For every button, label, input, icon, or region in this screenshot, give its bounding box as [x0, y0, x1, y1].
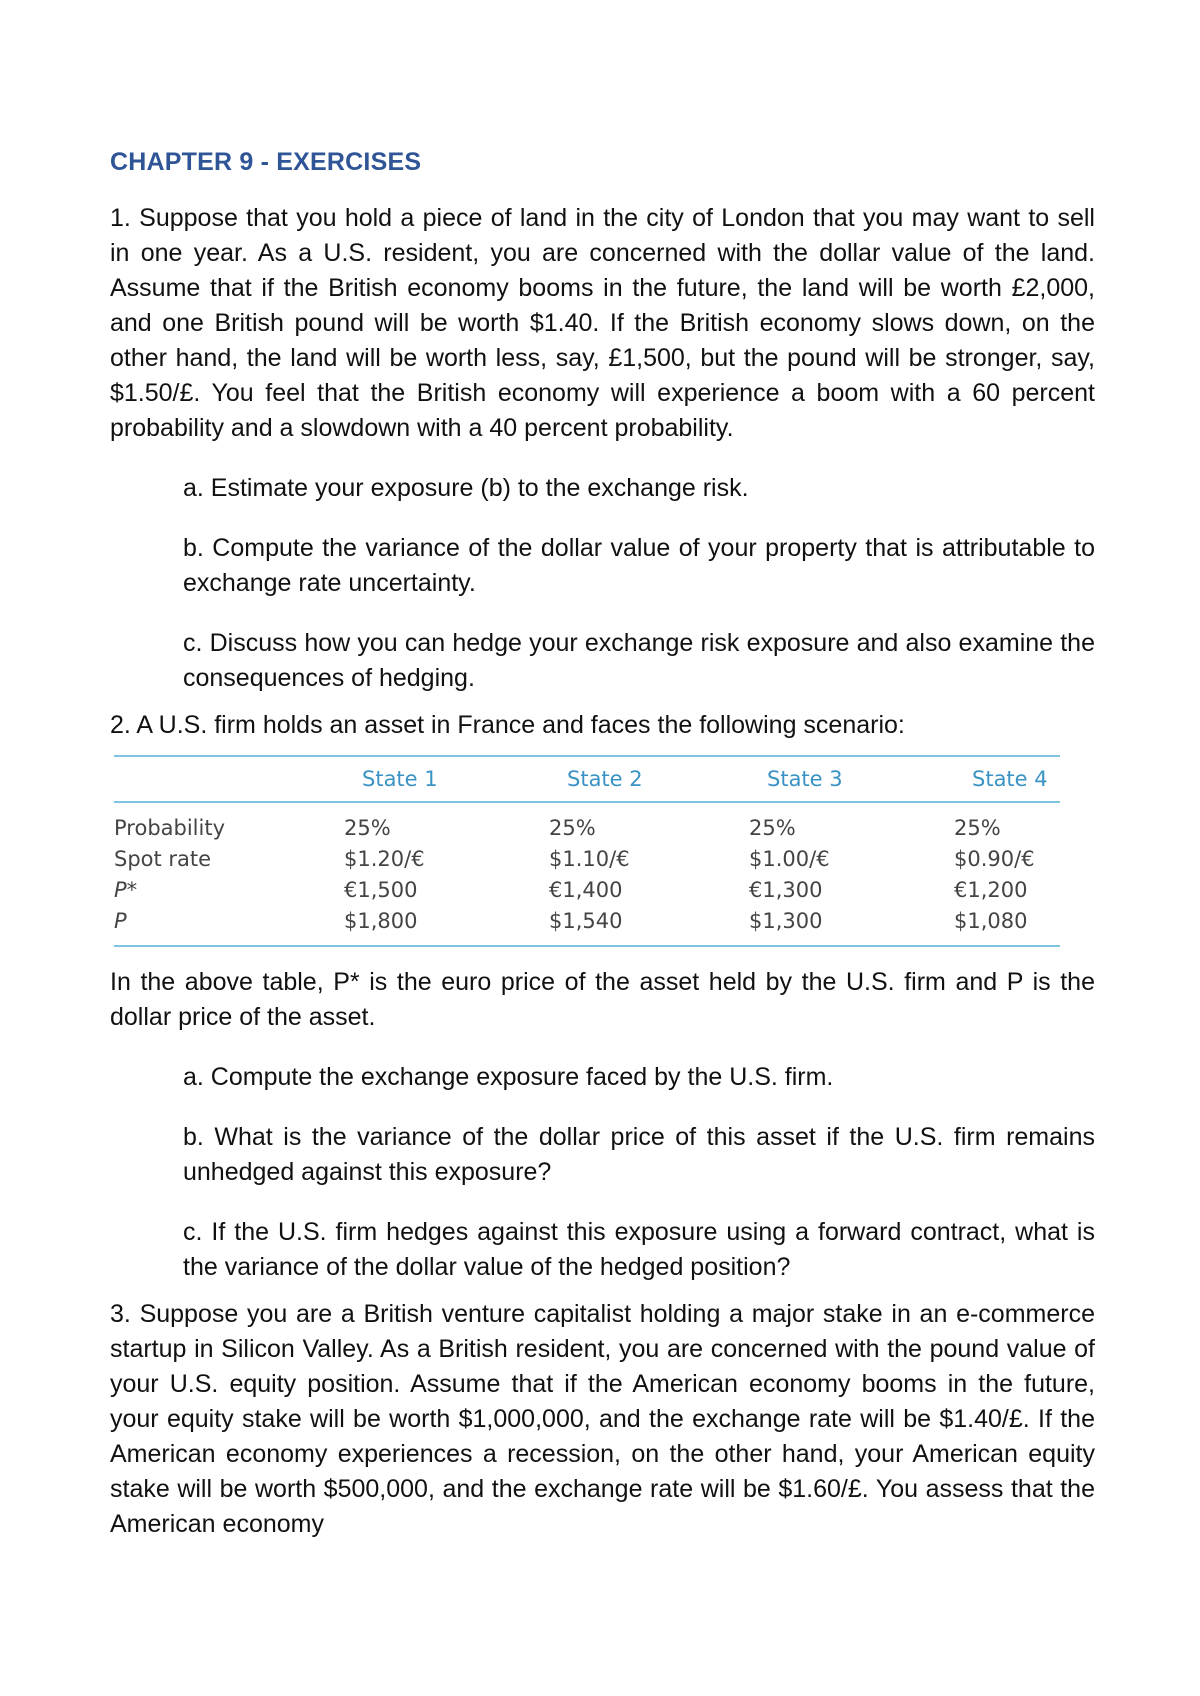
table-row-p-star [114, 875, 1060, 906]
question-2: 2. A U.S. firm holds an asset in France and faces the following scenario: [110, 711, 905, 739]
question-2a: a. Compute the exchange exposure faced by the U.S. firm. [183, 1063, 834, 1091]
table-cell: $1,300 [749, 909, 823, 933]
table-cell: €1,200 [954, 878, 1028, 902]
scenario-table [114, 755, 1060, 947]
table-cell: €1,400 [549, 878, 623, 902]
table-cell: $1,080 [954, 909, 1028, 933]
row-label: P [114, 909, 127, 933]
table-cell: 25% [954, 816, 1001, 840]
table-cell: 25% [549, 816, 596, 840]
question-2-note: In the above table, P* is the euro price of the asset held by the U.S. firm and P is the dollar price of the asset. [110, 968, 1095, 1031]
table-cell: $1,800 [344, 909, 418, 933]
question-2c: c. If the U.S. firm hedges against this exposure using a forward contract, what is the variance of the dollar value of the hedged position? [183, 1218, 1095, 1281]
table-cell: $1.10/€ [549, 847, 630, 871]
header-cell-empty [114, 767, 344, 791]
table-cell: 25% [749, 816, 796, 840]
table-row-probability [114, 813, 1060, 844]
row-label: Spot rate [114, 847, 212, 871]
header-cell-state-2: State 2 [567, 767, 643, 791]
table-bottom-rule [114, 945, 1060, 947]
question-3: 3. Suppose you are a British venture capitalist holding a major stake in an e-commerce startup in Silicon Valley. As a British resident, you are concerned with the pound value of your U.S. equity position. Assume that if the American economy booms in the future, your equity stake will be worth $1,000,000, and the exchange rate will be $1.40/£. If the American economy experiences a recession, on the other hand, your American equity stake will be worth $500,000, and the exchange rate will be $1.60/£. You assess that the American economy [110, 1300, 1095, 1538]
header-cell-state-4: State 4 [972, 767, 1048, 791]
question-1a: a. Estimate your exposure (b) to the exchange risk. [183, 474, 749, 502]
table-cell: €1,500 [344, 878, 418, 902]
table-header-row [114, 757, 1060, 801]
question-1b: b. Compute the variance of the dollar value of your property that is attributable to exchange rate uncertainty. [183, 534, 1095, 597]
table-cell: €1,300 [749, 878, 823, 902]
table-cell: $1,540 [549, 909, 623, 933]
table-cell: $0.90/€ [954, 847, 1035, 871]
row-label: Probability [114, 816, 226, 840]
row-label: P* [114, 878, 138, 902]
table-cell: $1.00/€ [749, 847, 830, 871]
question-1c: c. Discuss how you can hedge your exchange risk exposure and also examine the consequences of hedging. [183, 629, 1095, 692]
question-2b: b. What is the variance of the dollar price of this asset if the U.S. firm remains unhedged against this exposure? [183, 1123, 1095, 1186]
table-cell: $1.20/€ [344, 847, 425, 871]
table-row-spot-rate [114, 844, 1060, 875]
table-row-p [114, 906, 1060, 937]
table-cell: 25% [344, 816, 391, 840]
header-cell-state-3: State 3 [767, 767, 843, 791]
table-body [114, 803, 1060, 945]
chapter-title: CHAPTER 9 - EXERCISES [110, 148, 422, 176]
question-1: 1. Suppose that you hold a piece of land in the city of London that you may want to sell in one year. As a U.S. resident, you are concerned with the dollar value of the land. Assume that if the British economy booms in the future, the land will be worth £2,000, and one British pound will be worth $1.40. If the British economy slows down, on the other hand, the land will be worth less, say, £1,500, but the pound will be stronger, say, $1.50/£. You feel that the British economy will experience a boom with a 60 percent probability and a slowdown with a 40 percent probability. [110, 204, 1095, 442]
document-page [110, 148, 1095, 1558]
header-cell-state-1: State 1 [362, 767, 438, 791]
